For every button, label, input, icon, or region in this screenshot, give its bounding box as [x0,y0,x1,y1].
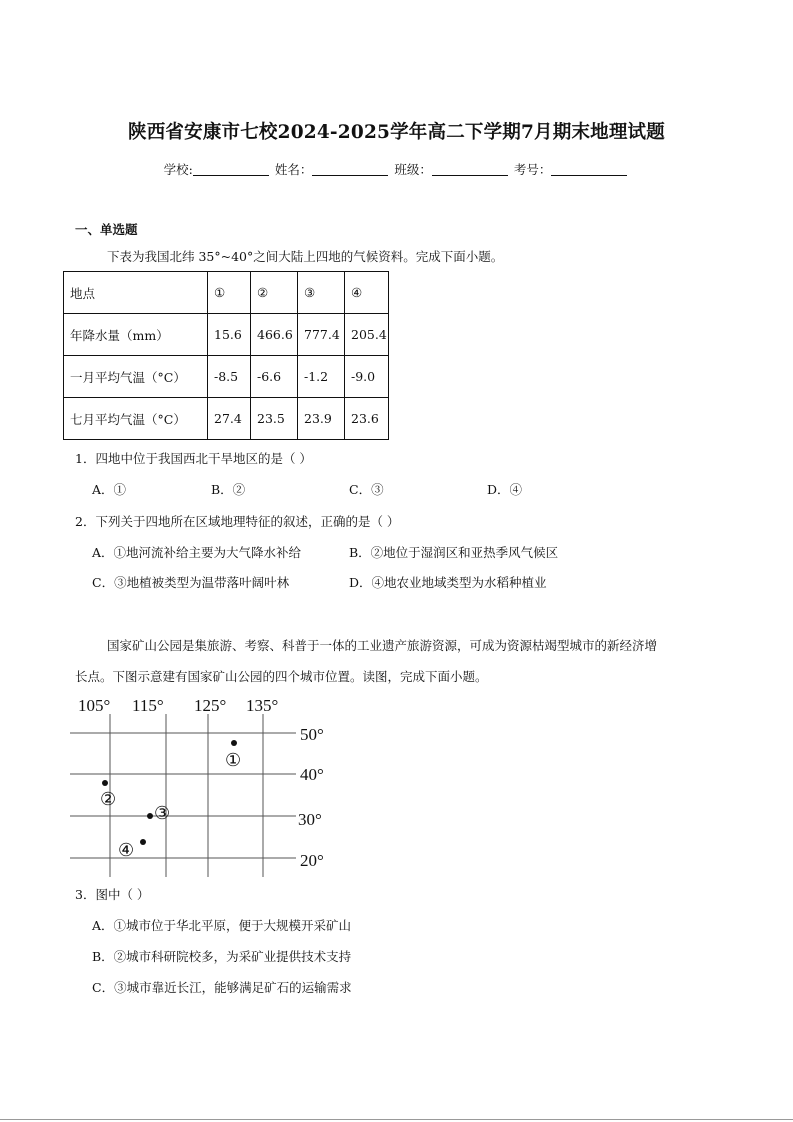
table-cell: 15.6 [208,314,251,356]
table-cell: -1.2 [298,356,345,398]
exam-number-blank[interactable] [551,163,627,176]
city-location-map [70,692,340,882]
city-point-1 [231,740,237,746]
city-label-4: ④ [118,840,135,861]
city-label-3: ③ [154,803,171,824]
student-info-line [0,160,793,178]
passage-2-line-1: 国家矿山公园是集旅游、考察、科普于一体的工业遗产旅游资源，可成为资源枯竭型城市的新经济增 [107,638,658,653]
school-label: 学校: [163,162,193,177]
city-label-1: ① [225,750,242,771]
class-label: 班级： [394,162,432,177]
latitude-label: 50° [300,725,324,744]
longitude-label: 125° [194,696,227,715]
city-point-3 [147,813,153,819]
passage-2-line-2: 长点。下图示意建有国家矿山公园的四个城市位置。读图，完成下面小题。 [75,669,488,684]
table-cell: 23.6 [345,398,389,440]
table-row [64,356,389,398]
city-point-4 [140,839,146,845]
longitude-label: 135° [246,696,279,715]
latitude-label: 30° [298,810,322,829]
table-cell: 地点 [64,272,208,314]
question-2-option-c[interactable]: C．③地植被类型为温带落叶阔叶林 [92,575,290,590]
question-1-option-c[interactable]: C．③ [349,482,384,497]
question-1-option-d[interactable]: D．④ [487,482,523,497]
question-3-option-a[interactable]: A．①城市位于华北平原，便于大规模开采矿山 [92,918,352,933]
longitude-label: 105° [78,696,111,715]
latitude-label: 40° [300,765,324,784]
school-blank[interactable] [193,163,269,176]
longitude-label: 115° [132,696,164,715]
table-cell: 23.5 [251,398,298,440]
question-3-stem: 3．图中（ ） [75,887,150,902]
table-cell: 466.6 [251,314,298,356]
page-bottom-divider [0,1119,793,1120]
exam-number-label: 考号： [513,162,552,177]
table-cell: 777.4 [298,314,345,356]
climate-table [63,271,389,440]
class-blank[interactable] [432,163,508,176]
name-blank[interactable] [312,163,388,176]
table-cell: ③ [298,272,345,314]
table-cell: -9.0 [345,356,389,398]
question-1-stem: 1．四地中位于我国西北干旱地区的是（ ） [75,451,312,466]
table-cell: -8.5 [208,356,251,398]
question-3-option-b[interactable]: B．②城市科研院校多，为采矿业提供技术支持 [92,949,352,964]
question-2-option-a[interactable]: A．①地河流补给主要为大气降水补给 [92,545,302,560]
question-3-option-c[interactable]: C．③城市靠近长江，能够满足矿石的运输需求 [92,980,352,995]
table-header-row [64,272,389,314]
city-label-2: ② [100,789,117,810]
latitude-label: 20° [300,851,324,870]
table-row [64,398,389,440]
table-cell: 23.9 [298,398,345,440]
question-1-option-a[interactable]: A．① [92,482,127,497]
table-cell: 七月平均气温（°C） [64,398,208,440]
table-cell: ① [208,272,251,314]
table-cell: 205.4 [345,314,389,356]
table-cell: 年降水量（mm） [64,314,208,356]
page-title: 陕西省安康市七校2024-2025学年高二下学期7月期末地理试题 [128,122,665,143]
table-cell: ④ [345,272,389,314]
name-label: 姓名： [274,162,313,177]
table-cell: 一月平均气温（°C） [64,356,208,398]
section-heading: 一、单选题 [75,222,138,237]
passage-1: 下表为我国北纬 35°~40°之间大陆上四地的气候资料。完成下面小题。 [107,249,504,264]
question-2-option-b[interactable]: B．②地位于湿润区和亚热季风气候区 [349,545,559,560]
table-cell: -6.6 [251,356,298,398]
city-point-2 [102,780,108,786]
question-1-option-b[interactable]: B．② [211,482,246,497]
table-row [64,314,389,356]
question-2-stem: 2．下列关于四地所在区域地理特征的叙述，正确的是（ ） [75,514,400,529]
table-cell: ② [251,272,298,314]
table-cell: 27.4 [208,398,251,440]
question-2-option-d[interactable]: D．④地农业地域类型为水稻种植业 [349,575,547,590]
